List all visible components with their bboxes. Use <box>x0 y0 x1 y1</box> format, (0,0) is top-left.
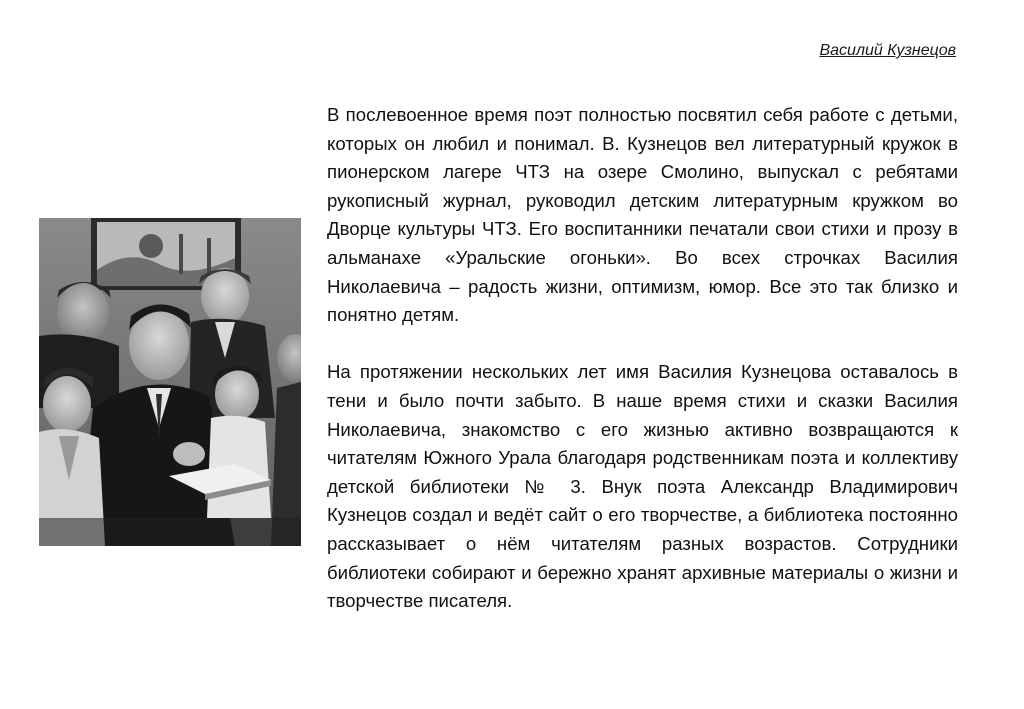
photo-illustration <box>39 218 301 546</box>
archival-photo <box>39 218 301 546</box>
main-text <box>327 101 958 616</box>
paragraph-1: В послевоенное время поэт полностью посвятил себя работе с детьми, которых он любил и понимал. В. Кузнецов вел литературный кружок в пионерском лагере ЧТЗ на озере Смолино, выпускал с ребятами рукописный журнал, руководил детским литературным кружком во Дворце культуры ЧТЗ. Его воспитанники печатали свои стихи и прозу в альманахе «Уральские огоньки». Во всех строчках Василия Николаевича – радость жизни, оптимизм, юмор. Все это так близко и понятно детям. <box>327 104 958 326</box>
paragraph-2: На протяжении нескольких лет имя Василия Кузнецова оставалось в тени и было почти забыто. В наше время стихи и сказки Василия Николаевича, знакомство с его жизнью активно возвращаются к читателям Южного Урала благодаря родственникам поэта и коллективу детской библиотеки № 3. Внук поэта Александр Владимирович Кузнецов создал и ведёт сайт о его творчестве, а библиотека постоянно рассказывает о нём читателям разных возрастов. Сотрудники библиотеки собирают и бережно хранят архивные материалы о жизни и творчестве писателя. <box>327 361 958 612</box>
header-author-name: Василий Кузнецов <box>819 42 956 59</box>
